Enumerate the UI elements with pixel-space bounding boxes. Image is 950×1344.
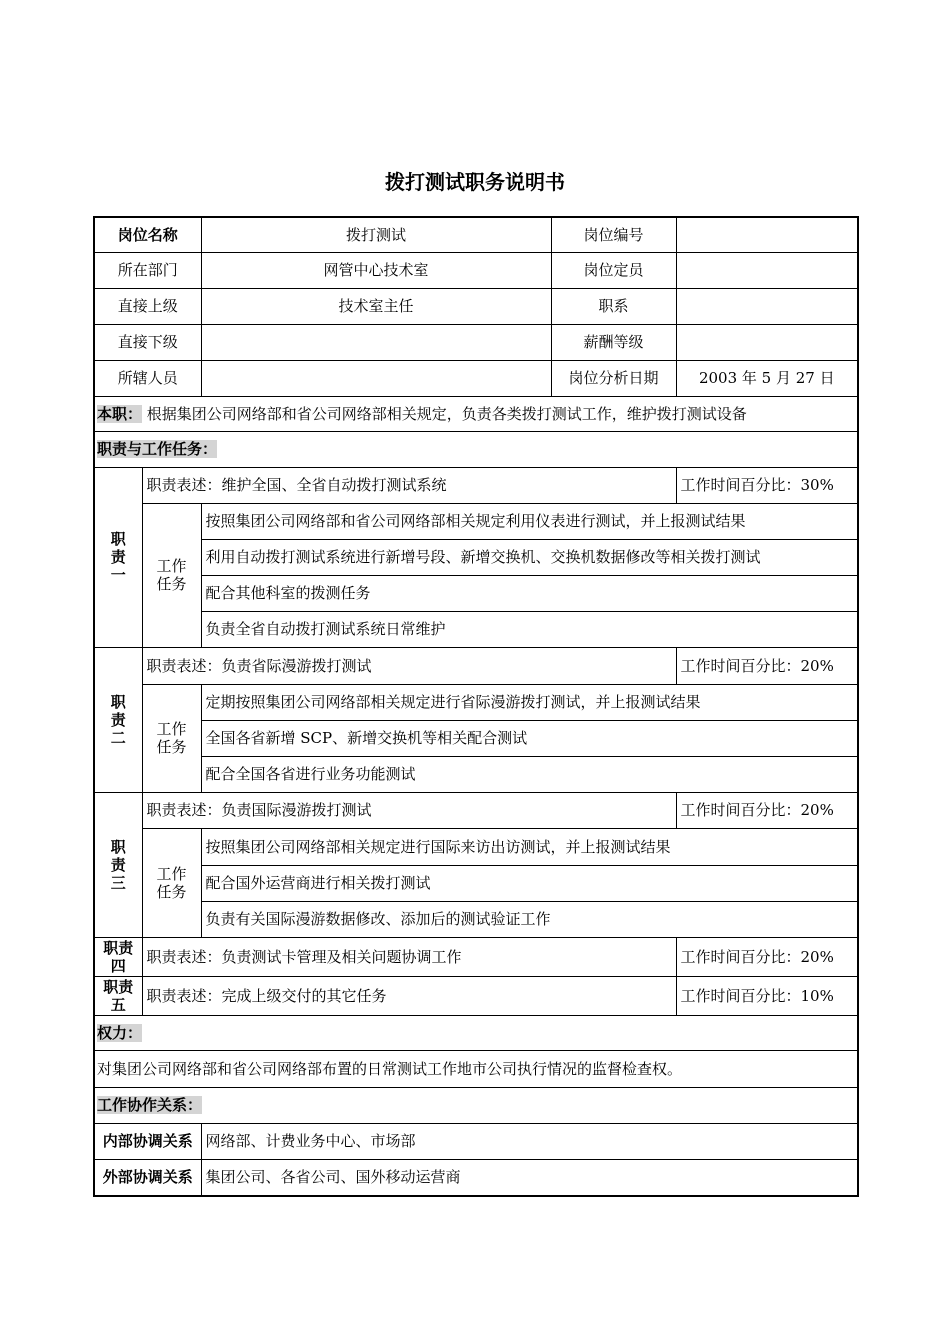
value-department: 网管中心技术室	[201, 252, 551, 288]
core-duty-label: 本职：	[97, 404, 143, 423]
value-staff	[201, 360, 551, 396]
core-duty-text: 根据集团公司网络部和省公司网络部相关规定，负责各类拨打测试工作，维护拨打测试设备	[146, 404, 747, 423]
row-position-name	[94, 217, 858, 252]
table-row	[94, 575, 858, 611]
label-headcount: 岗位定员	[551, 252, 676, 288]
external-coop-value: 集团公司、各省公司、国外移动运营商	[201, 1159, 858, 1196]
row-duties-heading	[94, 431, 858, 467]
value-position-code	[676, 217, 858, 252]
duty4-percentage: 工作时间百分比：20%	[676, 937, 858, 976]
table-row	[94, 828, 858, 865]
duty2-description: 职责表述：负责省际漫游拨打测试	[142, 647, 676, 684]
label-analysis-date: 岗位分析日期	[551, 360, 676, 396]
table-row	[94, 611, 858, 647]
duty3-description: 职责表述：负责国际漫游拨打测试	[142, 792, 676, 828]
label-subordinate: 直接下级	[94, 324, 201, 360]
row-cooperation-heading	[94, 1087, 858, 1123]
duty5-description: 职责表述：完成上级交付的其它任务	[142, 976, 676, 1015]
table-row	[94, 503, 858, 539]
row-duty4	[94, 937, 858, 976]
label-job-family: 职系	[551, 288, 676, 324]
row-duty2-desc	[94, 647, 858, 684]
duty5-label: 职责 五	[94, 976, 142, 1015]
job-description-table	[93, 216, 859, 1197]
value-superior: 技术室主任	[201, 288, 551, 324]
duty1-task-4: 负责全省自动拨打测试系统日常维护	[201, 611, 858, 647]
external-coop-label: 外部协调关系	[94, 1159, 201, 1196]
duty3-task-1: 按照集团公司网络部相关规定进行国际来访出访测试，并上报测试结果	[201, 828, 858, 865]
duty3-label: 职 责 三	[94, 792, 142, 937]
duty1-label: 职 责 一	[94, 467, 142, 647]
row-power-heading	[94, 1015, 858, 1050]
table-row	[94, 756, 858, 792]
duty1-description: 职责表述：维护全国、全省自动拨打测试系统	[142, 467, 676, 503]
duty2-task-2: 全国各省新增 SCP、新增交换机等相关配合测试	[201, 720, 858, 756]
duty1-task-1: 按照集团公司网络部和省公司网络部相关规定利用仪表进行测试，并上报测试结果	[201, 503, 858, 539]
row-staff	[94, 360, 858, 396]
duty2-task-3: 配合全国各省进行业务功能测试	[201, 756, 858, 792]
duty1-task-2: 利用自动拨打测试系统进行新增号段、新增交换机、交换机数据修改等相关拨打测试	[201, 539, 858, 575]
row-duty1-desc	[94, 467, 858, 503]
core-duty	[94, 396, 858, 431]
power-text: 对集团公司网络部和省公司网络部布置的日常测试工作地市公司执行情况的监督检查权。	[94, 1050, 858, 1087]
duty2-task-label: 工作 任务	[142, 684, 201, 792]
power-heading: 权力：	[97, 1023, 143, 1042]
duties-heading: 职责与工作任务：	[97, 440, 218, 458]
duty1-percentage: 工作时间百分比：30%	[676, 467, 858, 503]
row-duty5	[94, 976, 858, 1015]
label-position-code: 岗位编号	[551, 217, 676, 252]
table-row	[94, 865, 858, 901]
label-superior: 直接上级	[94, 288, 201, 324]
duty3-task-2: 配合国外运营商进行相关拨打测试	[201, 865, 858, 901]
internal-coop-value: 网络部、计费业务中心、市场部	[201, 1123, 858, 1159]
duty2-task-1: 定期按照集团公司网络部相关规定进行省际漫游拨打测试，并上报测试结果	[201, 684, 858, 720]
row-power-text	[94, 1050, 858, 1087]
value-subordinate	[201, 324, 551, 360]
value-analysis-date: 2003 年 5 月 27 日	[676, 360, 858, 396]
row-superior	[94, 288, 858, 324]
cooperation-heading-cell	[94, 1087, 858, 1123]
value-position-name: 拨打测试	[201, 217, 551, 252]
row-external-coop	[94, 1159, 858, 1196]
duty5-percentage: 工作时间百分比：10%	[676, 976, 858, 1015]
label-department: 所在部门	[94, 252, 201, 288]
row-subordinate	[94, 324, 858, 360]
document-title: 拨打测试职务说明书	[385, 170, 565, 194]
table-row	[94, 684, 858, 720]
table-row	[94, 720, 858, 756]
internal-coop-label: 内部协调关系	[94, 1123, 201, 1159]
table-row	[94, 901, 858, 937]
duty3-task-label: 工作 任务	[142, 828, 201, 937]
duty1-task-label: 工作 任务	[142, 503, 201, 647]
table-row	[94, 539, 858, 575]
row-core-duty	[94, 396, 858, 431]
duty4-description: 职责表述：负责测试卡管理及相关问题协调工作	[142, 937, 676, 976]
row-department	[94, 252, 858, 288]
value-salary-grade	[676, 324, 858, 360]
duty1-task-3: 配合其他科室的拨测任务	[201, 575, 858, 611]
label-position-name: 岗位名称	[94, 217, 201, 252]
row-duty3-desc	[94, 792, 858, 828]
row-internal-coop	[94, 1123, 858, 1159]
duty3-percentage: 工作时间百分比：20%	[676, 792, 858, 828]
duty2-percentage: 工作时间百分比：20%	[676, 647, 858, 684]
duty4-label: 职责 四	[94, 937, 142, 976]
duty2-label: 职 责 二	[94, 647, 142, 792]
label-staff: 所辖人员	[94, 360, 201, 396]
label-salary-grade: 薪酬等级	[551, 324, 676, 360]
value-job-family	[676, 288, 858, 324]
power-heading-cell	[94, 1015, 858, 1050]
value-headcount	[676, 252, 858, 288]
duty3-task-3: 负责有关国际漫游数据修改、添加后的测试验证工作	[201, 901, 858, 937]
cooperation-heading: 工作协作关系：	[97, 1096, 203, 1114]
duties-heading-cell	[94, 431, 858, 467]
